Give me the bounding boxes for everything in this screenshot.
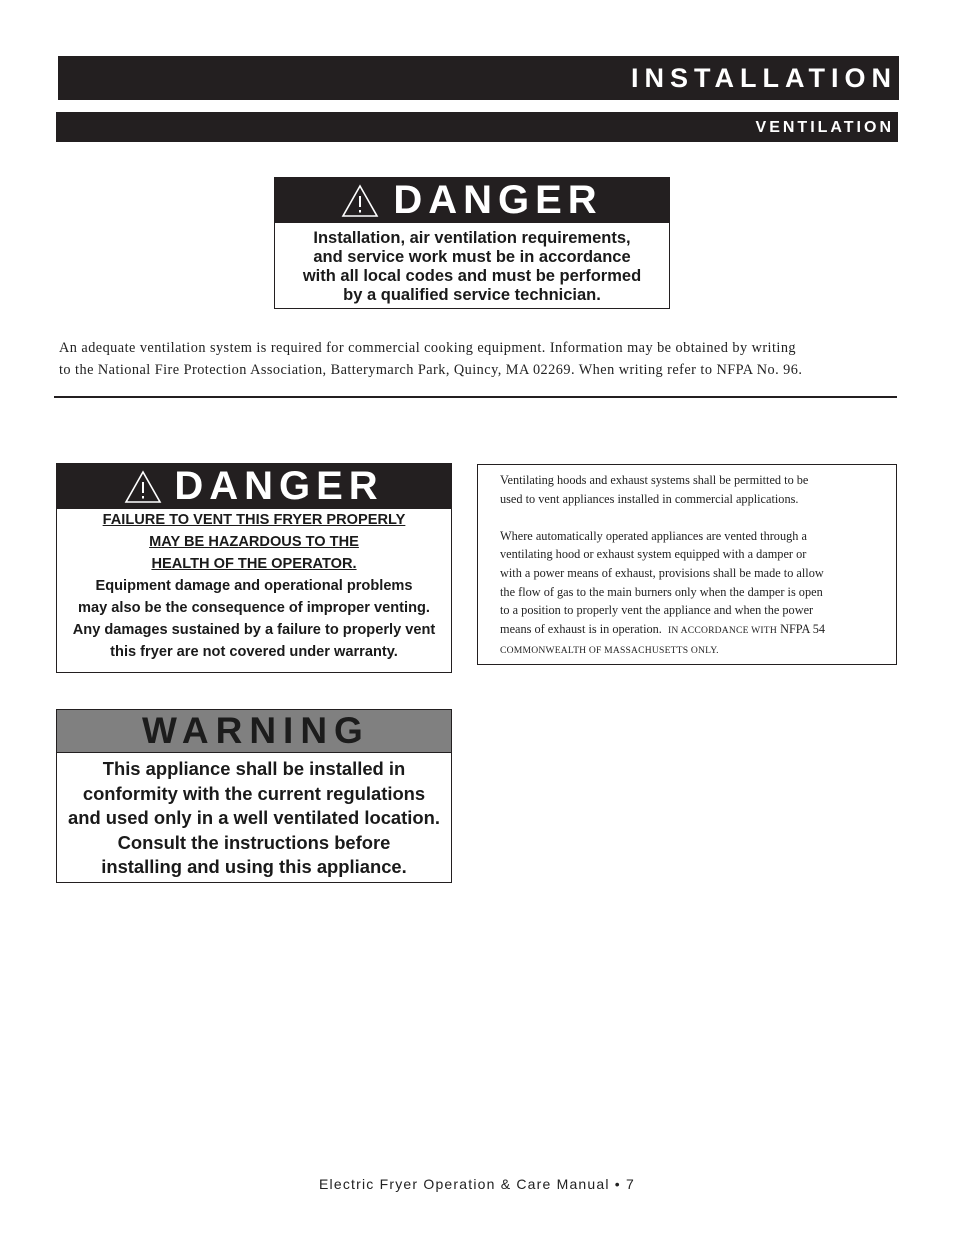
page-footer — [0, 1176, 954, 1192]
danger-hazard-line: FAILURE TO VENT THIS FRYER PROPERLY — [102, 512, 406, 528]
warning-heading: WARNING — [142, 710, 370, 751]
danger-heading: DANGER — [174, 464, 384, 508]
warning-triangle-icon — [341, 184, 379, 218]
note-paragraph — [500, 471, 888, 508]
warning-message — [57, 753, 451, 880]
danger-message-line: with all local codes and must be performed — [302, 267, 642, 285]
danger-heading: DANGER — [393, 178, 603, 222]
section-title-bar — [58, 56, 899, 100]
horizontal-divider — [54, 396, 897, 398]
note-line: with a power means of exhaust, provisions shall be made to allow — [500, 565, 824, 580]
note-smallcaps: COMMONWEALTH OF MASSACHUSETTS ONLY. — [500, 645, 719, 657]
note-smallcaps: IN ACCORDANCE WITH — [668, 624, 777, 636]
section-title: INSTALLATION — [631, 63, 897, 93]
warning-notice-installation — [56, 709, 452, 883]
warning-message-line: installing and using this appliance. — [101, 856, 407, 878]
subsection-title: VENTILATION — [755, 119, 894, 136]
danger-message-line: Equipment damage and operational problems — [95, 578, 413, 594]
note-line: ventilating hood or exhaust system equipped with a damper or — [500, 547, 807, 562]
danger-message-line: this fryer are not covered under warranty. — [110, 644, 398, 660]
intro-line: to the National Fire Protection Association, Batterymarch Park, Quincy, MA 02269. When writing refer to NFPA No. 96. — [59, 362, 803, 378]
danger-header — [275, 178, 669, 223]
note-paragraph — [500, 527, 888, 661]
danger-notice-installation — [274, 177, 670, 309]
ventilation-code-note — [477, 464, 897, 665]
ventilation-intro-paragraph — [59, 337, 899, 381]
danger-message-line: and service work must be in accordance — [313, 248, 631, 266]
danger-message-line: may also be the consequence of improper venting. — [78, 600, 430, 616]
intro-line: An adequate ventilation system is required for commercial cooking equipment. Information may be obtained by writing — [59, 340, 797, 356]
danger-message-line: Installation, air ventilation requirements, — [313, 229, 631, 247]
danger-header — [57, 464, 451, 509]
danger-message — [57, 509, 451, 663]
subsection-title-bar — [56, 112, 898, 142]
warning-triangle-icon — [124, 470, 162, 504]
danger-notice-venting — [56, 463, 452, 673]
footer-text: Electric Fryer Operation & Care Manual • 7 — [319, 1176, 635, 1192]
warning-message-line: Consult the instructions before — [117, 831, 391, 853]
note-line: used to vent appliances installed in commercial applications. — [500, 491, 799, 506]
danger-hazard-line: MAY BE HAZARDOUS TO THE — [149, 534, 359, 550]
danger-message — [275, 223, 669, 305]
note-line: to a position to properly vent the appliance and when the power — [500, 603, 814, 618]
warning-message-line: and used only in a well ventilated location. — [68, 807, 440, 829]
danger-message-line: by a qualified service technician. — [343, 286, 601, 304]
warning-message-line: conformity with the current regulations — [82, 782, 426, 804]
danger-hazard-line: HEALTH OF THE OPERATOR. — [151, 556, 357, 572]
warning-header — [57, 710, 451, 753]
warning-message-line: This appliance shall be installed in — [102, 758, 406, 779]
note-line: Ventilating hoods and exhaust systems shall be permitted to be — [500, 473, 809, 487]
note-line: Where automatically operated appliances are vented through a — [500, 528, 807, 543]
danger-message-line: Any damages sustained by a failure to properly vent — [72, 622, 436, 638]
note-reference: NFPA 54 — [780, 621, 826, 636]
note-line: the flow of gas to the main burners only when the damper is open — [500, 584, 823, 599]
note-line: means of exhaust is in operation. — [500, 621, 662, 636]
